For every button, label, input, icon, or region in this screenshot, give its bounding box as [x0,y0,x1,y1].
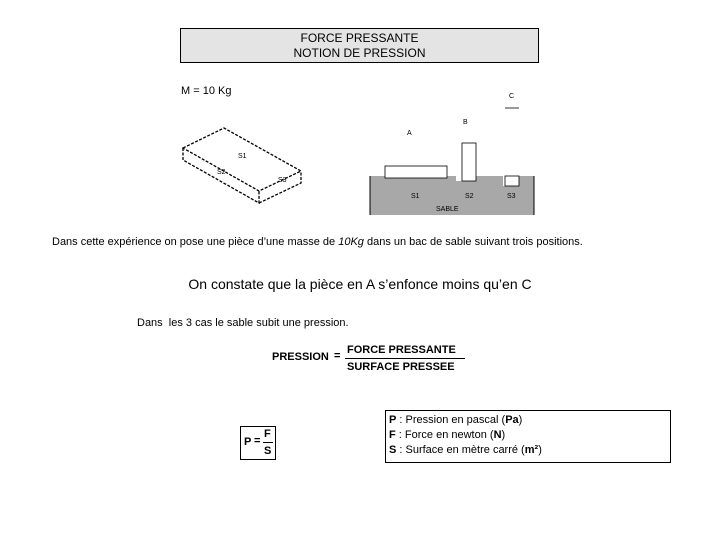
block-label-s3: S3 [278,177,287,184]
symbol-p: P [244,436,252,448]
position-label-c: C [509,93,515,100]
symbol-formula-box [240,426,276,460]
block-label-s2: S2 [217,169,226,176]
cases-text: Dans les 3 cas le sable subit une pression. [137,317,349,329]
units-legend [385,410,671,463]
position-label-b: B [463,119,468,126]
sand-label: SABLE [436,206,459,213]
legend-p-close: ) [518,414,523,426]
legend-f-symbol: F [389,429,396,441]
formula-fraction-bar [345,358,465,359]
tray-label-s1: S1 [411,193,420,200]
legend-f-text: : Force en newton ( [395,429,494,441]
intro-after: dans un bac de sable suivant trois positions. [363,236,583,248]
conclusion-text: On constate que la pièce en A s’enfonce moins qu’en C [188,276,532,292]
tray-label-s3: S3 [507,193,516,200]
symbol-s: S [264,445,272,457]
piece-c [505,176,519,186]
legend-row-s [389,443,670,458]
legend-f-close: ) [501,429,506,441]
title-line-2: NOTION DE PRESSION [293,46,426,60]
legend-row-p [389,413,670,428]
legend-row-f [389,428,670,443]
legend-f-unit: N [493,429,502,441]
experiment-figure [0,0,720,240]
position-label-a: A [407,130,412,137]
legend-p-text: : Pression en pascal ( [396,414,506,426]
isometric-block [183,128,301,203]
title-line-1: FORCE PRESSANTE [300,31,419,45]
formula-numerator: FORCE PRESSANTE [347,344,456,356]
legend-p-unit: Pa [505,414,519,426]
intro-before: Dans cette expérience on pose une pièce d’une masse de [52,236,339,248]
symbol-fraction-bar [263,442,273,443]
symbol-equals: = [254,435,261,447]
legend-p-symbol: P [389,414,397,426]
formula-equals: = [334,350,341,362]
tray-label-s2: S2 [465,193,474,200]
block-label-s1: S1 [238,153,247,160]
piece-a [385,166,447,178]
legend-s-symbol: S [389,444,397,456]
piece-b [462,143,476,181]
legend-s-close: ) [538,444,542,456]
formula-denominator: SURFACE PRESSEE [347,361,455,373]
mass-label: M = 10 Kg [181,85,232,97]
intro-mass: 10Kg [338,236,364,248]
formula-lhs: PRESSION [272,351,329,363]
block-side-face [259,171,301,203]
symbol-f: F [264,428,271,440]
legend-s-text: : Surface en mètre carré ( [396,444,525,456]
intro-paragraph [52,236,583,248]
legend-s-unit: m² [524,444,539,456]
